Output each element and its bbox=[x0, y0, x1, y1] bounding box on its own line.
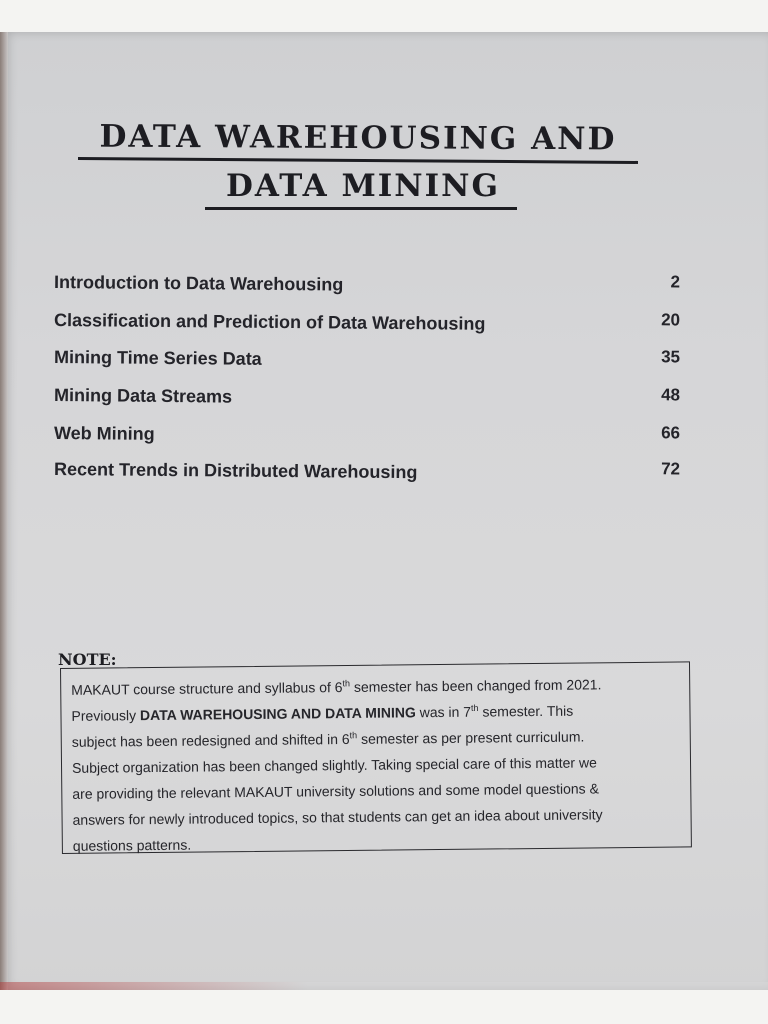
toc-entry bbox=[54, 272, 680, 303]
toc-entry bbox=[54, 459, 680, 490]
title-underline-2 bbox=[205, 207, 517, 210]
toc-entry bbox=[54, 423, 680, 454]
note-line-7: questions patterns. bbox=[72, 836, 192, 854]
toc-entry-title: Mining Time Series Data bbox=[53, 347, 262, 369]
toc-entry-title: Recent Trends in Distributed Warehousing bbox=[53, 459, 418, 483]
note-label: NOTE: bbox=[58, 650, 117, 669]
page-title-line1: DATA WAREHOUSING AND bbox=[99, 118, 617, 158]
toc-entry-title: Introduction to Data Warehousing bbox=[53, 272, 344, 295]
note-line-2: Previously DATA WAREHOUSING AND DATA MINING was in 7th semester. This bbox=[71, 702, 574, 724]
toc-entry-page: 2 bbox=[670, 272, 681, 292]
note-box bbox=[60, 661, 692, 854]
page-title-line2: DATA MINING bbox=[226, 168, 500, 204]
note-line-6: answers for newly introduced topics, so that students can get an idea about university bbox=[72, 806, 603, 828]
cover-edge bbox=[0, 982, 768, 990]
note-line-4: Subject organization has been changed slightly. Taking special care of this matter we bbox=[71, 754, 597, 776]
toc-entry-page: 48 bbox=[661, 385, 681, 405]
toc-entry-title: Classification and Prediction of Data Warehousing bbox=[53, 310, 486, 334]
toc-entry-page: 20 bbox=[661, 310, 681, 330]
note-line-3: subject has been redesigned and shifted in 6th semester as per present curriculum. bbox=[71, 728, 585, 750]
toc-entry bbox=[54, 347, 680, 378]
toc-entry-title: Mining Data Streams bbox=[53, 385, 233, 407]
toc-entry bbox=[54, 385, 680, 416]
note-line-1: MAKAUT course structure and syllabus of 6th semester has been changed from 2021. bbox=[71, 676, 602, 698]
toc-entry-page: 72 bbox=[661, 459, 681, 479]
toc-entry-page: 66 bbox=[661, 423, 681, 443]
toc-entry bbox=[54, 310, 680, 341]
toc-entry-title: Web Mining bbox=[53, 423, 155, 444]
note-line-5: are providing the relevant MAKAUT university solutions and some model questions & bbox=[72, 780, 599, 802]
toc-entry-page: 35 bbox=[661, 347, 681, 367]
